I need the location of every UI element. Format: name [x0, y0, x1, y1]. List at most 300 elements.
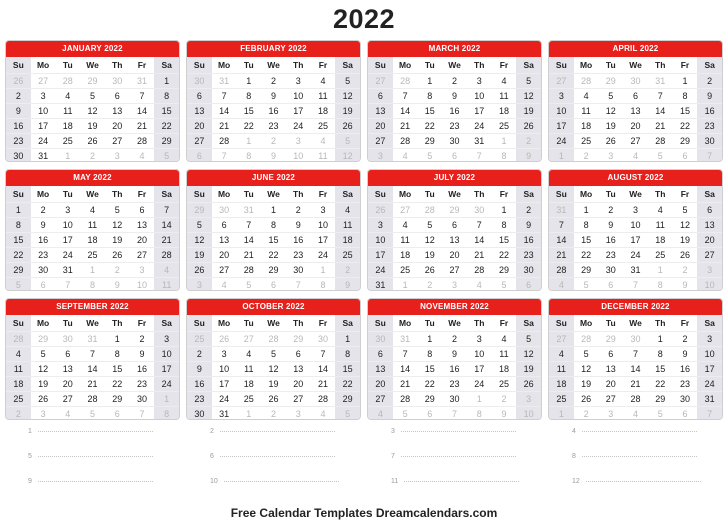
day-cell: 23	[673, 376, 698, 391]
weekday-label: Su	[368, 57, 393, 73]
note-line	[210, 428, 335, 435]
weekday-label: Fr	[680, 318, 690, 328]
adjacent-month-day: 5	[648, 406, 673, 420]
adjacent-month-day: 4	[55, 406, 80, 420]
adjacent-month-day: 6	[187, 148, 212, 162]
week-row	[187, 391, 360, 406]
day-cell: 28	[393, 391, 418, 406]
day-cell: 31	[31, 148, 56, 162]
weekday-label: Mo	[217, 189, 231, 199]
weekday-label: Mo	[36, 318, 50, 328]
note-number: 9	[28, 478, 32, 485]
month-name: JUNE 2022	[187, 170, 360, 186]
day-cell: 9	[6, 103, 31, 118]
weekday-label: Su	[187, 186, 212, 202]
adjacent-month-day: 28	[6, 331, 31, 346]
weekday-label: We	[448, 318, 461, 328]
adjacent-month-day: 4	[467, 277, 492, 291]
adjacent-month-day: 31	[648, 73, 673, 88]
day-cell: 29	[417, 133, 442, 148]
week-row	[187, 346, 360, 361]
month-card	[186, 169, 361, 291]
weekday-label: Sa	[335, 57, 360, 73]
day-cell: 20	[105, 118, 130, 133]
day-cell: 31	[467, 133, 492, 148]
adjacent-month-day: 4	[311, 406, 336, 420]
day-cell: 31	[368, 277, 393, 291]
day-cell: 11	[492, 88, 517, 103]
adjacent-month-day: 3	[105, 148, 130, 162]
day-cell: 29	[6, 262, 31, 277]
day-cell: 22	[105, 376, 130, 391]
day-cell: 24	[212, 391, 237, 406]
day-cell: 15	[261, 232, 286, 247]
weekday-label: Th	[655, 189, 666, 199]
week-row	[368, 346, 541, 361]
day-cell: 16	[673, 361, 698, 376]
week-row	[6, 262, 179, 277]
note-dotted-line	[401, 431, 516, 432]
calendar-year-title: 2022	[332, 4, 396, 34]
week-row	[6, 376, 179, 391]
weekday-label: Fr	[318, 189, 328, 199]
weekday-label: Su	[549, 186, 574, 202]
day-cell: 27	[442, 262, 467, 277]
day-cell: 4	[393, 217, 418, 232]
adjacent-month-day: 29	[80, 73, 105, 88]
week-row	[6, 148, 179, 162]
day-cell: 21	[393, 118, 418, 133]
day-cell: 4	[311, 73, 336, 88]
adjacent-month-day: 27	[31, 73, 56, 88]
day-cell: 8	[335, 346, 360, 361]
week-row	[368, 262, 541, 277]
day-cell: 19	[598, 118, 623, 133]
month-card	[367, 40, 542, 162]
day-cell: 29	[154, 133, 179, 148]
day-cell: 11	[6, 361, 31, 376]
day-cell: 26	[80, 133, 105, 148]
day-cell: 10	[55, 217, 80, 232]
weekday-label: Tu	[424, 318, 435, 328]
day-cell: 30	[130, 391, 155, 406]
week-row	[549, 277, 722, 291]
weekday-label: Tu	[605, 318, 616, 328]
day-cell: 17	[467, 361, 492, 376]
day-cell: 27	[130, 247, 155, 262]
day-cell: 1	[236, 73, 261, 88]
day-cell: 9	[130, 346, 155, 361]
adjacent-month-day: 9	[492, 406, 517, 420]
week-row	[368, 88, 541, 103]
adjacent-month-day: 9	[516, 148, 541, 162]
day-cell: 22	[236, 118, 261, 133]
month-name: NOVEMBER 2022	[368, 299, 541, 315]
day-cell: 16	[516, 232, 541, 247]
week-row	[549, 73, 722, 88]
weekday-label: Th	[655, 318, 666, 328]
day-cell: 12	[31, 361, 56, 376]
week-row	[6, 346, 179, 361]
adjacent-month-day: 11	[311, 148, 336, 162]
day-cell: 1	[648, 331, 673, 346]
day-cell: 5	[598, 88, 623, 103]
day-cell: 11	[80, 217, 105, 232]
note-line	[210, 453, 335, 460]
day-cell: 30	[442, 133, 467, 148]
day-cell: 10	[697, 346, 722, 361]
adjacent-month-day: 7	[442, 406, 467, 420]
weekday-header-row	[368, 57, 541, 73]
note-dotted-line	[38, 456, 153, 457]
week-row	[549, 232, 722, 247]
weekday-header-row	[187, 315, 360, 331]
note-dotted-line	[38, 431, 153, 432]
adjacent-month-day: 3	[598, 406, 623, 420]
day-cell: 25	[335, 247, 360, 262]
weekday-label: Fr	[499, 60, 509, 70]
weekday-label: Tu	[424, 60, 435, 70]
day-cell: 2	[442, 331, 467, 346]
weekday-label: Th	[112, 318, 123, 328]
month-name: SEPTEMBER 2022	[6, 299, 179, 315]
week-row	[549, 133, 722, 148]
day-cell: 1	[335, 331, 360, 346]
day-cell: 24	[311, 247, 336, 262]
weekday-label: Sa	[154, 186, 179, 202]
day-cell: 14	[236, 232, 261, 247]
adjacent-month-day: 27	[393, 202, 418, 217]
day-cell: 7	[393, 88, 418, 103]
day-cell: 27	[368, 391, 393, 406]
day-cell: 16	[31, 232, 56, 247]
weekday-label: Sa	[154, 57, 179, 73]
day-cell: 26	[598, 133, 623, 148]
day-cell: 28	[212, 133, 237, 148]
day-cell: 26	[335, 118, 360, 133]
note-number: 8	[572, 453, 576, 460]
weekday-label: We	[86, 318, 99, 328]
day-cell: 26	[105, 247, 130, 262]
day-cell: 1	[417, 73, 442, 88]
day-cell: 30	[6, 148, 31, 162]
adjacent-month-day: 7	[212, 148, 237, 162]
day-cell: 5	[516, 331, 541, 346]
day-cell: 28	[130, 133, 155, 148]
adjacent-month-day: 3	[130, 262, 155, 277]
day-cell: 26	[574, 391, 599, 406]
day-cell: 20	[212, 247, 237, 262]
day-cell: 20	[368, 376, 393, 391]
day-cell: 23	[286, 247, 311, 262]
weekday-label: Sa	[697, 315, 722, 331]
day-cell: 23	[187, 391, 212, 406]
adjacent-month-day: 7	[697, 148, 722, 162]
note-dotted-line	[220, 431, 335, 432]
day-cell: 6	[55, 346, 80, 361]
week-row	[6, 217, 179, 232]
day-cell: 11	[236, 361, 261, 376]
day-cell: 28	[80, 391, 105, 406]
day-cell: 24	[467, 376, 492, 391]
week-row	[549, 202, 722, 217]
day-cell: 5	[417, 217, 442, 232]
day-cell: 13	[105, 103, 130, 118]
adjacent-month-day: 30	[623, 73, 648, 88]
notes-section	[0, 428, 728, 496]
day-cell: 10	[467, 88, 492, 103]
note-line	[28, 453, 153, 460]
adjacent-month-day: 26	[6, 73, 31, 88]
day-cell: 22	[492, 247, 517, 262]
day-cell: 21	[311, 376, 336, 391]
day-cell: 7	[311, 346, 336, 361]
month-name: MARCH 2022	[368, 41, 541, 57]
day-cell: 8	[417, 88, 442, 103]
day-cell: 28	[623, 391, 648, 406]
adjacent-month-day: 28	[417, 202, 442, 217]
note-number: 10	[210, 478, 218, 485]
day-cell: 18	[311, 103, 336, 118]
adjacent-month-day: 31	[130, 73, 155, 88]
day-cell: 14	[212, 103, 237, 118]
day-cell: 23	[442, 376, 467, 391]
adjacent-month-day: 31	[236, 202, 261, 217]
day-cell: 16	[187, 376, 212, 391]
day-cell: 16	[6, 118, 31, 133]
day-cell: 30	[516, 262, 541, 277]
note-number: 7	[391, 453, 395, 460]
day-cell: 18	[335, 232, 360, 247]
footer-credit: Free Calendar Templates Dreamcalendars.com	[230, 506, 498, 520]
note-line	[572, 478, 701, 485]
day-cell: 2	[261, 73, 286, 88]
weekday-label: Sa	[516, 57, 541, 73]
adjacent-month-day: 30	[368, 331, 393, 346]
weekday-label: Su	[368, 315, 393, 331]
adjacent-month-day: 9	[261, 148, 286, 162]
adjacent-month-day: 5	[648, 148, 673, 162]
adjacent-month-day: 10	[697, 277, 722, 291]
day-cell: 31	[697, 391, 722, 406]
day-cell: 6	[212, 217, 237, 232]
day-cell: 30	[187, 406, 212, 420]
month-name: APRIL 2022	[549, 41, 722, 57]
day-cell: 19	[673, 232, 698, 247]
day-cell: 19	[31, 376, 56, 391]
week-row	[187, 406, 360, 420]
day-cell: 4	[55, 88, 80, 103]
adjacent-month-day: 9	[673, 277, 698, 291]
day-cell: 8	[673, 88, 698, 103]
day-cell: 29	[673, 133, 698, 148]
day-cell: 1	[105, 331, 130, 346]
month-name: FEBRUARY 2022	[187, 41, 360, 57]
adjacent-month-day: 2	[574, 406, 599, 420]
day-cell: 27	[623, 133, 648, 148]
adjacent-month-day: 2	[80, 148, 105, 162]
day-cell: 13	[368, 103, 393, 118]
week-row	[368, 217, 541, 232]
adjacent-month-day: 31	[549, 202, 574, 217]
day-cell: 17	[154, 361, 179, 376]
weekday-header-row	[6, 186, 179, 202]
week-row	[368, 103, 541, 118]
day-cell: 23	[442, 118, 467, 133]
day-cell: 11	[574, 103, 599, 118]
weekday-label: Tu	[424, 189, 435, 199]
weekday-label: Th	[655, 60, 666, 70]
month-name: MAY 2022	[6, 170, 179, 186]
day-cell: 19	[80, 118, 105, 133]
day-cell: 9	[261, 88, 286, 103]
week-row	[368, 232, 541, 247]
weekday-label: Th	[474, 189, 485, 199]
day-cell: 18	[236, 376, 261, 391]
day-cell: 12	[335, 88, 360, 103]
adjacent-month-day: 10	[516, 406, 541, 420]
day-cell: 18	[574, 118, 599, 133]
weekday-label: Su	[549, 57, 574, 73]
week-row	[549, 247, 722, 262]
day-cell: 7	[130, 88, 155, 103]
day-cell: 10	[311, 217, 336, 232]
day-cell: 23	[31, 247, 56, 262]
day-cell: 26	[417, 262, 442, 277]
day-cell: 24	[368, 262, 393, 277]
day-cell: 5	[335, 73, 360, 88]
adjacent-month-day: 5	[154, 148, 179, 162]
weekday-label: Fr	[318, 60, 328, 70]
day-cell: 18	[6, 376, 31, 391]
adjacent-month-day: 5	[6, 277, 31, 291]
week-row	[368, 361, 541, 376]
day-cell: 25	[6, 391, 31, 406]
day-cell: 29	[261, 262, 286, 277]
day-cell: 25	[648, 247, 673, 262]
day-cell: 16	[598, 232, 623, 247]
adjacent-month-day: 29	[31, 331, 56, 346]
day-cell: 21	[393, 376, 418, 391]
week-row	[187, 376, 360, 391]
day-cell: 12	[105, 217, 130, 232]
day-cell: 17	[549, 118, 574, 133]
weekday-label: Su	[6, 315, 31, 331]
adjacent-month-day: 30	[105, 73, 130, 88]
day-cell: 4	[236, 346, 261, 361]
day-cell: 21	[154, 232, 179, 247]
day-cell: 7	[648, 88, 673, 103]
note-line	[210, 478, 339, 485]
day-cell: 12	[187, 232, 212, 247]
day-cell: 12	[574, 361, 599, 376]
week-row	[549, 118, 722, 133]
adjacent-month-day: 2	[574, 148, 599, 162]
day-cell: 6	[130, 202, 155, 217]
day-cell: 19	[574, 376, 599, 391]
adjacent-month-day: 28	[261, 331, 286, 346]
adjacent-month-day: 7	[467, 148, 492, 162]
weekday-label: Th	[293, 318, 304, 328]
day-cell: 24	[154, 376, 179, 391]
day-cell: 18	[393, 247, 418, 262]
day-cell: 22	[154, 118, 179, 133]
adjacent-month-day: 1	[492, 133, 517, 148]
day-cell: 11	[648, 217, 673, 232]
day-cell: 27	[105, 133, 130, 148]
day-cell: 1	[154, 73, 179, 88]
adjacent-month-day: 4	[154, 262, 179, 277]
adjacent-month-day: 29	[442, 202, 467, 217]
day-cell: 21	[212, 118, 237, 133]
day-cell: 25	[80, 247, 105, 262]
adjacent-month-day: 5	[335, 133, 360, 148]
adjacent-month-day: 28	[574, 73, 599, 88]
week-row	[6, 406, 179, 420]
day-cell: 13	[130, 217, 155, 232]
adjacent-month-day: 8	[80, 277, 105, 291]
weekday-label: Sa	[516, 186, 541, 202]
day-cell: 26	[673, 247, 698, 262]
weekday-label: Fr	[137, 189, 147, 199]
weekday-label: Mo	[579, 60, 593, 70]
weekday-label: Mo	[579, 189, 593, 199]
day-cell: 17	[467, 103, 492, 118]
day-cell: 29	[105, 391, 130, 406]
note-dotted-line	[404, 481, 519, 482]
week-row	[368, 391, 541, 406]
weekday-label: Fr	[137, 60, 147, 70]
day-cell: 14	[154, 217, 179, 232]
adjacent-month-day: 1	[80, 262, 105, 277]
day-cell: 9	[442, 88, 467, 103]
week-row	[549, 262, 722, 277]
day-cell: 22	[6, 247, 31, 262]
adjacent-month-day: 7	[623, 277, 648, 291]
note-dotted-line	[220, 456, 335, 457]
week-row	[187, 247, 360, 262]
day-cell: 23	[697, 118, 722, 133]
day-cell: 5	[31, 346, 56, 361]
adjacent-month-day: 11	[154, 277, 179, 291]
day-cell: 11	[549, 361, 574, 376]
day-cell: 8	[154, 88, 179, 103]
weekday-header-row	[187, 57, 360, 73]
week-row	[187, 73, 360, 88]
adjacent-month-day: 3	[697, 262, 722, 277]
week-row	[549, 406, 722, 420]
day-cell: 20	[697, 232, 722, 247]
weekday-header-row	[549, 186, 722, 202]
adjacent-month-day: 1	[236, 406, 261, 420]
day-cell: 4	[492, 73, 517, 88]
day-cell: 3	[31, 88, 56, 103]
week-row	[368, 406, 541, 420]
note-dotted-line	[582, 456, 697, 457]
day-cell: 3	[286, 73, 311, 88]
day-cell: 25	[492, 118, 517, 133]
day-cell: 5	[105, 202, 130, 217]
weekday-label: Sa	[697, 186, 722, 202]
day-cell: 3	[623, 202, 648, 217]
day-cell: 19	[516, 103, 541, 118]
day-cell: 13	[187, 103, 212, 118]
week-row	[187, 331, 360, 346]
weekday-label: We	[86, 60, 99, 70]
month-card	[548, 169, 723, 291]
day-cell: 29	[574, 262, 599, 277]
day-cell: 14	[623, 361, 648, 376]
